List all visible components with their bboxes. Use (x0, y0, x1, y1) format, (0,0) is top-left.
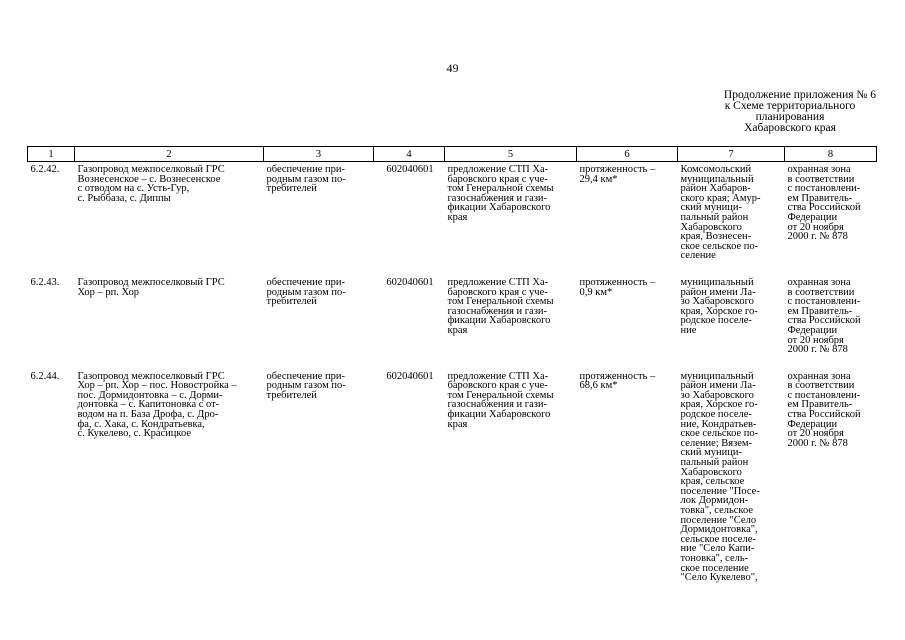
object-location-cell (678, 162, 785, 261)
protection-zone-line: с постановлени- (787, 296, 861, 308)
object-location-line: ское сельское по- (680, 428, 759, 440)
object-location-line: муниципальный (680, 370, 754, 382)
placement-basis-line: края (447, 211, 468, 223)
object-location-line: ние (680, 324, 697, 336)
protection-zone-line: ем Правитель- (787, 305, 853, 317)
placement-basis-line: фикации Хабаровского (447, 409, 551, 421)
object-name-line: пос. Дормидонтовка – с. Дорми- (77, 389, 223, 401)
row-number-cell: 6.2.44. (30, 370, 60, 382)
protection-zone-line: охранная зона (787, 370, 851, 382)
protection-zone-line: Федерации (787, 418, 838, 430)
protection-zone-line: ем Правитель- (787, 192, 853, 204)
column-header: 5 (445, 147, 577, 162)
object-location-line: Дормидонтовка", (680, 524, 758, 536)
object-code-cell: 602040601 (386, 370, 434, 382)
object-name-line: с отводом на с. Усть-Гур, (77, 183, 190, 195)
object-length-line: 0,9 км* (579, 286, 613, 298)
object-name-line: с. Рыббаза, с. Диппы (77, 192, 171, 204)
object-purpose-cell (264, 369, 374, 583)
object-purpose-line: родным газом по- (266, 286, 346, 298)
protection-zone-line: ства Российской (787, 315, 861, 327)
object-location-line: ское поселение (680, 562, 749, 574)
object-location-line: ский муници- (680, 202, 742, 214)
column-header: 2 (75, 147, 264, 162)
placement-basis-line: предложение СТП Ха- (447, 370, 549, 382)
row-spacer (28, 261, 877, 275)
protection-zone-line: от 20 ноября (787, 334, 844, 346)
placement-basis-line: баровского края с уче- (447, 380, 548, 392)
object-location-line: зо Хабаровского (680, 296, 754, 308)
protection-zone-cell (785, 369, 877, 583)
object-location-line: селение (680, 250, 716, 262)
placement-basis-line: фикации Хабаровского (447, 202, 551, 214)
object-location-line: ние "Село Капи- (680, 543, 755, 555)
object-length-cell (577, 369, 678, 583)
object-purpose-line: требителей (266, 389, 317, 401)
protection-zone-line: ства Российской (787, 202, 861, 214)
protection-zone-line: ства Российской (787, 409, 861, 421)
table-row (28, 275, 877, 355)
placement-basis-line: края (447, 418, 468, 430)
object-location-line: края, Хорское го- (680, 305, 758, 317)
placement-basis-cell (445, 162, 577, 261)
protection-zone-line: в соответствии (787, 286, 855, 298)
object-code-cell: 602040601 (386, 276, 434, 288)
object-name-line: фа, с. Хака, с. Кондратьевка, (77, 418, 205, 430)
object-purpose-line: требителей (266, 296, 317, 308)
object-location-line: пальный район (680, 211, 749, 223)
object-location-cell (678, 369, 785, 583)
protection-zone-line: охранная зона (787, 164, 851, 175)
gas-pipeline-table (27, 146, 877, 583)
object-purpose-line: обеспечение при- (266, 370, 346, 382)
row-number-cell: 6.2.42. (30, 164, 60, 175)
column-header: 3 (264, 147, 374, 162)
protection-zone-cell (785, 275, 877, 355)
protection-zone-line: от 20 ноября (787, 221, 844, 233)
table-body (28, 162, 877, 583)
caption-line: Хабаровского края (744, 122, 836, 134)
protection-zone-line: от 20 ноября (787, 428, 844, 440)
object-location-line: зо Хабаровского (680, 389, 754, 401)
object-name-line: Газопровод межпоселковый ГРС (77, 164, 225, 175)
protection-zone-cell (785, 162, 877, 261)
object-name-line: Хор – рп. Хор (77, 286, 139, 298)
object-location-line: район имени Ла- (680, 380, 756, 392)
object-purpose-cell (264, 275, 374, 355)
object-name-cell (75, 162, 264, 261)
object-name-cell (75, 369, 264, 583)
placement-basis-line: том Генеральной схемы (447, 183, 554, 195)
caption-line: Продолжение приложения № 6 (723, 89, 876, 101)
object-location-line: пальный район (680, 457, 749, 469)
object-location-line: края, Хорское го- (680, 399, 758, 411)
placement-basis-cell (445, 275, 577, 355)
object-name-line: Газопровод межпоселковый ГРС (77, 370, 225, 382)
object-name-cell (75, 275, 264, 355)
table-header-row (28, 147, 877, 162)
object-location-line: ское сельское по- (680, 240, 759, 252)
object-length-line: протяженность – (579, 370, 656, 382)
table-row (28, 162, 877, 261)
object-length-line: 68,6 км* (579, 380, 618, 392)
column-header: 4 (374, 147, 445, 162)
object-location-line: муниципальный (680, 173, 754, 185)
object-location-line: ние, Кондратьев- (680, 418, 757, 430)
appendix-caption (690, 90, 890, 134)
placement-basis-line: баровского края с уче- (447, 173, 548, 185)
placement-basis-line: том Генеральной схемы (447, 389, 554, 401)
object-location-line: район Хабаров- (680, 183, 751, 195)
protection-zone-line: охранная зона (787, 276, 851, 288)
object-location-line: тоновка", сель- (680, 552, 749, 564)
placement-basis-line: предложение СТП Ха- (447, 276, 549, 288)
page-number: 49 (446, 61, 459, 75)
object-name-line: водом на п. База Дрофа, с. Дро- (77, 409, 219, 421)
object-location-line: поселение "Село (680, 514, 757, 526)
protection-zone-line: Федерации (787, 211, 838, 223)
object-location-line: поселение "Посе- (680, 485, 760, 497)
object-purpose-line: обеспечение при- (266, 164, 346, 175)
object-name-line: донтовка – с. Капитоновка с от- (77, 399, 220, 411)
column-header: 6 (577, 147, 678, 162)
row-spacer-cell (28, 355, 877, 369)
object-location-line: Комсомольский (680, 164, 752, 175)
object-length-cell (577, 162, 678, 261)
caption-line: к Схеме территориального (724, 100, 856, 112)
object-location-cell (678, 275, 785, 355)
column-header: 7 (678, 147, 785, 162)
protection-zone-line: в соответствии (787, 173, 855, 185)
object-name-line: Хор – рп. Хор – пос. Новостройка – (77, 380, 237, 392)
object-length-line: протяженность – (579, 276, 656, 288)
placement-basis-line: края (447, 324, 468, 336)
object-name-line: с. Кукелево, с. Красицкое (77, 428, 191, 440)
object-purpose-line: обеспечение при- (266, 276, 346, 288)
placement-basis-line: газоснабжения и гази- (447, 399, 548, 411)
placement-basis-line: предложение СТП Ха- (447, 164, 549, 175)
object-location-line: Хабаровского (680, 221, 742, 233)
object-purpose-line: родным газом по- (266, 380, 346, 392)
object-location-line: лок Дормидон- (680, 495, 749, 507)
object-name-line: Вознесенское – с. Вознесенское (77, 173, 221, 185)
object-location-line: сельское поселе- (680, 533, 756, 545)
object-location-line: родское поселе- (680, 409, 752, 421)
object-location-line: муниципальный (680, 276, 754, 288)
object-name-line: Газопровод межпоселковый ГРС (77, 276, 225, 288)
object-location-line: район имени Ла- (680, 286, 756, 298)
object-location-line: селение; Вязем- (680, 437, 753, 449)
object-location-line: края, сельское (680, 476, 745, 488)
object-location-line: ский муници- (680, 447, 742, 459)
row-spacer-cell (28, 261, 877, 275)
object-location-line: родское поселе- (680, 315, 752, 327)
caption-line: планирования (755, 111, 825, 123)
object-length-line: 29,4 км* (579, 173, 618, 185)
placement-basis-cell (445, 369, 577, 583)
object-location-line: "Село Кукелево", (680, 572, 758, 584)
protection-zone-line: Федерации (787, 324, 838, 336)
protection-zone-line: ем Правитель- (787, 399, 853, 411)
row-spacer (28, 355, 877, 369)
object-length-line: протяженность – (579, 164, 656, 175)
table-row (28, 369, 877, 583)
object-purpose-line: требителей (266, 183, 317, 195)
placement-basis-line: фикации Хабаровского (447, 315, 551, 327)
object-location-line: ского края; Амур- (680, 192, 761, 204)
object-location-line: края, Вознесен- (680, 231, 752, 243)
object-code-cell: 602040601 (386, 164, 434, 175)
protection-zone-line: с постановлени- (787, 183, 861, 195)
protection-zone-line: в соответствии (787, 380, 855, 392)
placement-basis-line: том Генеральной схемы (447, 296, 554, 308)
protection-zone-line: 2000 г. № 878 (787, 231, 848, 243)
protection-zone-line: 2000 г. № 878 (787, 344, 848, 356)
column-header: 1 (28, 147, 75, 162)
protection-zone-line: с постановлени- (787, 389, 861, 401)
object-length-cell (577, 275, 678, 355)
placement-basis-line: баровского края с уче- (447, 286, 548, 298)
row-number-cell: 6.2.43. (30, 276, 60, 288)
placement-basis-line: газоснабжения и гази- (447, 305, 548, 317)
object-purpose-line: родным газом по- (266, 173, 346, 185)
object-location-line: Хабаровского (680, 466, 742, 478)
protection-zone-line: 2000 г. № 878 (787, 437, 848, 449)
object-purpose-cell (264, 162, 374, 261)
object-location-line: товка", сельское (680, 505, 754, 516)
placement-basis-line: газоснабжения и гази- (447, 192, 548, 204)
column-header: 8 (785, 147, 877, 162)
